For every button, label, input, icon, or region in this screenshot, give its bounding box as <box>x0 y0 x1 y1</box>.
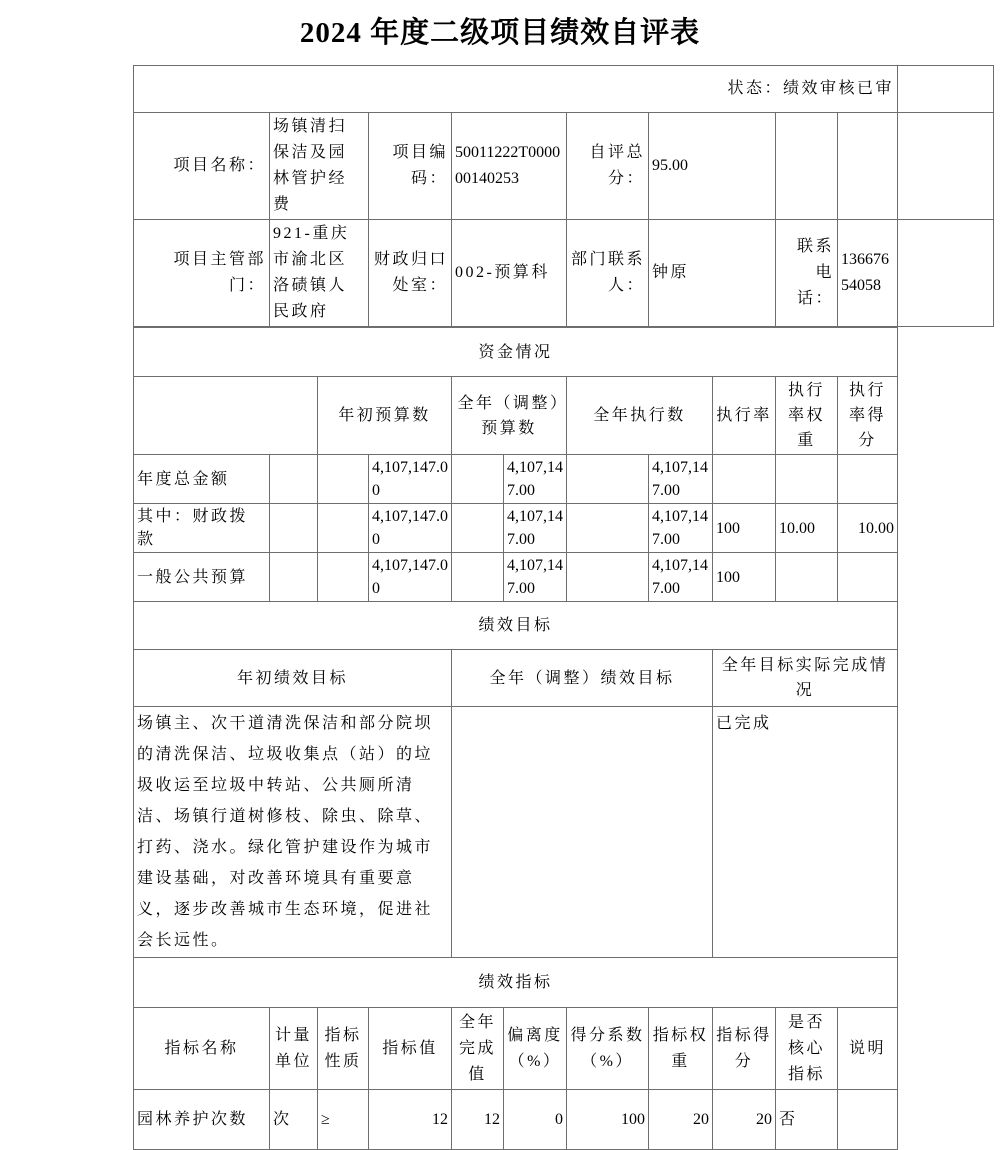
funding-header-executed: 全年执行数 <box>567 377 713 455</box>
funding-row-fiscal <box>134 504 898 553</box>
funding-initial-value: 4,107,147.00 <box>369 553 452 602</box>
empty-cell <box>898 66 994 113</box>
funding-row-total <box>134 455 898 504</box>
project-code-value: 50011222T000000140253 <box>452 113 567 220</box>
empty-cell <box>567 455 649 504</box>
funding-score-value <box>838 553 898 602</box>
empty-cell <box>567 553 649 602</box>
self-score-label: 自评总分： <box>567 113 649 220</box>
dept-label: 项目主管部门： <box>134 220 270 327</box>
empty-cell <box>318 553 369 602</box>
goals-section-title: 绩效目标 <box>134 602 898 650</box>
performance-table <box>133 327 898 1150</box>
funding-row-label: 年度总金额 <box>134 455 270 504</box>
finance-office-label: 财政归口处室： <box>369 220 452 327</box>
funding-header-exec-rate-weight: 执行率权重 <box>776 377 838 455</box>
funding-adjusted-value: 4,107,147.00 <box>504 455 567 504</box>
indicator-header-weight: 指标权重 <box>649 1008 713 1090</box>
project-name-label: 项目名称： <box>134 113 270 220</box>
funding-score-value <box>838 455 898 504</box>
indicator-header-target: 指标值 <box>369 1008 452 1090</box>
funding-adjusted-value: 4,107,147.00 <box>504 553 567 602</box>
funding-section-title: 资金情况 <box>134 328 898 377</box>
indicator-weight: 20 <box>649 1090 713 1150</box>
funding-header-exec-rate-score: 执行率得分 <box>838 377 898 455</box>
finance-office-value: 002-预算科 <box>452 220 567 327</box>
funding-initial-value: 4,107,147.00 <box>369 455 452 504</box>
project-name-value: 场镇清扫保洁及园林管护经费 <box>270 113 369 220</box>
indicator-row <box>134 1090 898 1150</box>
indicator-header-deviation: 偏离度（%） <box>504 1008 567 1090</box>
funding-initial-value: 4,107,147.00 <box>369 504 452 553</box>
indicator-note <box>838 1090 898 1150</box>
funding-header-adjusted-budget: 全年（调整）预算数 <box>452 377 567 455</box>
goal-header-initial: 年初绩效目标 <box>134 650 452 707</box>
indicator-coefficient: 100 <box>567 1090 649 1150</box>
funding-header-initial-budget: 年初预算数 <box>318 377 452 455</box>
empty-cell <box>134 377 318 455</box>
funding-row-label: 其中：财政拨款 <box>134 504 270 553</box>
empty-cell <box>567 504 649 553</box>
funding-weight-value: 10.00 <box>776 504 838 553</box>
indicator-name: 园林养护次数 <box>134 1090 270 1150</box>
indicator-header-unit: 计量单位 <box>270 1008 318 1090</box>
funding-executed-value: 4,107,147.00 <box>649 553 713 602</box>
funding-rate-value: 100 <box>713 504 776 553</box>
funding-weight-value <box>776 553 838 602</box>
page-title: 2024 年度二级项目绩效自评表 <box>299 17 701 49</box>
funding-row-label: 一般公共预算 <box>134 553 270 602</box>
goal-header-adjusted: 全年（调整）绩效目标 <box>452 650 713 707</box>
empty-cell <box>452 504 504 553</box>
contact-label: 部门联系人： <box>567 220 649 327</box>
funding-rate-value: 100 <box>713 553 776 602</box>
empty-cell <box>452 553 504 602</box>
indicator-header-score: 指标得分 <box>713 1008 776 1090</box>
self-score-value: 95.00 <box>649 113 776 220</box>
empty-cell <box>838 113 898 220</box>
phone-value: 13667654058 <box>838 220 898 327</box>
empty-cell <box>318 455 369 504</box>
empty-cell <box>776 113 838 220</box>
funding-executed-value: 4,107,147.00 <box>649 455 713 504</box>
project-code-label: 项目编码： <box>369 113 452 220</box>
goal-actual-text: 已完成 <box>713 707 898 958</box>
project-info-table <box>133 65 994 327</box>
indicator-unit: 次 <box>270 1090 318 1150</box>
phone-label: 联系电话： <box>776 220 838 327</box>
indicator-header-name: 指标名称 <box>134 1008 270 1090</box>
funding-row-public-budget <box>134 553 898 602</box>
indicator-target: 12 <box>369 1090 452 1150</box>
indicator-header-note: 说明 <box>838 1008 898 1090</box>
status-text: 状态：绩效审核已审 <box>134 66 898 113</box>
indicator-header-completed: 全年完成值 <box>452 1008 504 1090</box>
funding-rate-value <box>713 455 776 504</box>
empty-cell <box>270 553 318 602</box>
indicator-header-nature: 指标性质 <box>318 1008 369 1090</box>
empty-cell <box>318 504 369 553</box>
goal-initial-text: 场镇主、次干道清洗保洁和部分院坝的清洗保洁、垃圾收集点（站）的垃圾收运至垃圾中转站、公共厕所清洁、场镇行道树修枝、除虫、除草、打药、浇水。绿化管护建设作为城市建设基础，对改善环境具有重要意义，逐步改善城市生态环境，促进社会长远性。 <box>134 707 452 958</box>
indicator-score: 20 <box>713 1090 776 1150</box>
indicator-header-core: 是否核心指标 <box>776 1008 838 1090</box>
indicators-section-title: 绩效指标 <box>134 958 898 1008</box>
contact-value: 钟原 <box>649 220 776 327</box>
funding-adjusted-value: 4,107,147.00 <box>504 504 567 553</box>
goal-header-actual: 全年目标实际完成情况 <box>713 650 898 707</box>
empty-cell <box>270 455 318 504</box>
empty-cell <box>898 220 994 327</box>
empty-cell <box>898 113 994 220</box>
empty-cell <box>270 504 318 553</box>
goal-adjusted-text <box>452 707 713 958</box>
indicator-nature: ≥ <box>318 1090 369 1150</box>
funding-weight-value <box>776 455 838 504</box>
indicator-deviation: 0 <box>504 1090 567 1150</box>
indicator-header-coefficient: 得分系数（%） <box>567 1008 649 1090</box>
dept-value: 921-重庆市渝北区洛碛镇人民政府 <box>270 220 369 327</box>
indicator-core: 否 <box>776 1090 838 1150</box>
indicator-completed: 12 <box>452 1090 504 1150</box>
funding-executed-value: 4,107,147.00 <box>649 504 713 553</box>
funding-score-value: 10.00 <box>838 504 898 553</box>
empty-cell <box>452 455 504 504</box>
funding-header-exec-rate: 执行率 <box>713 377 776 455</box>
